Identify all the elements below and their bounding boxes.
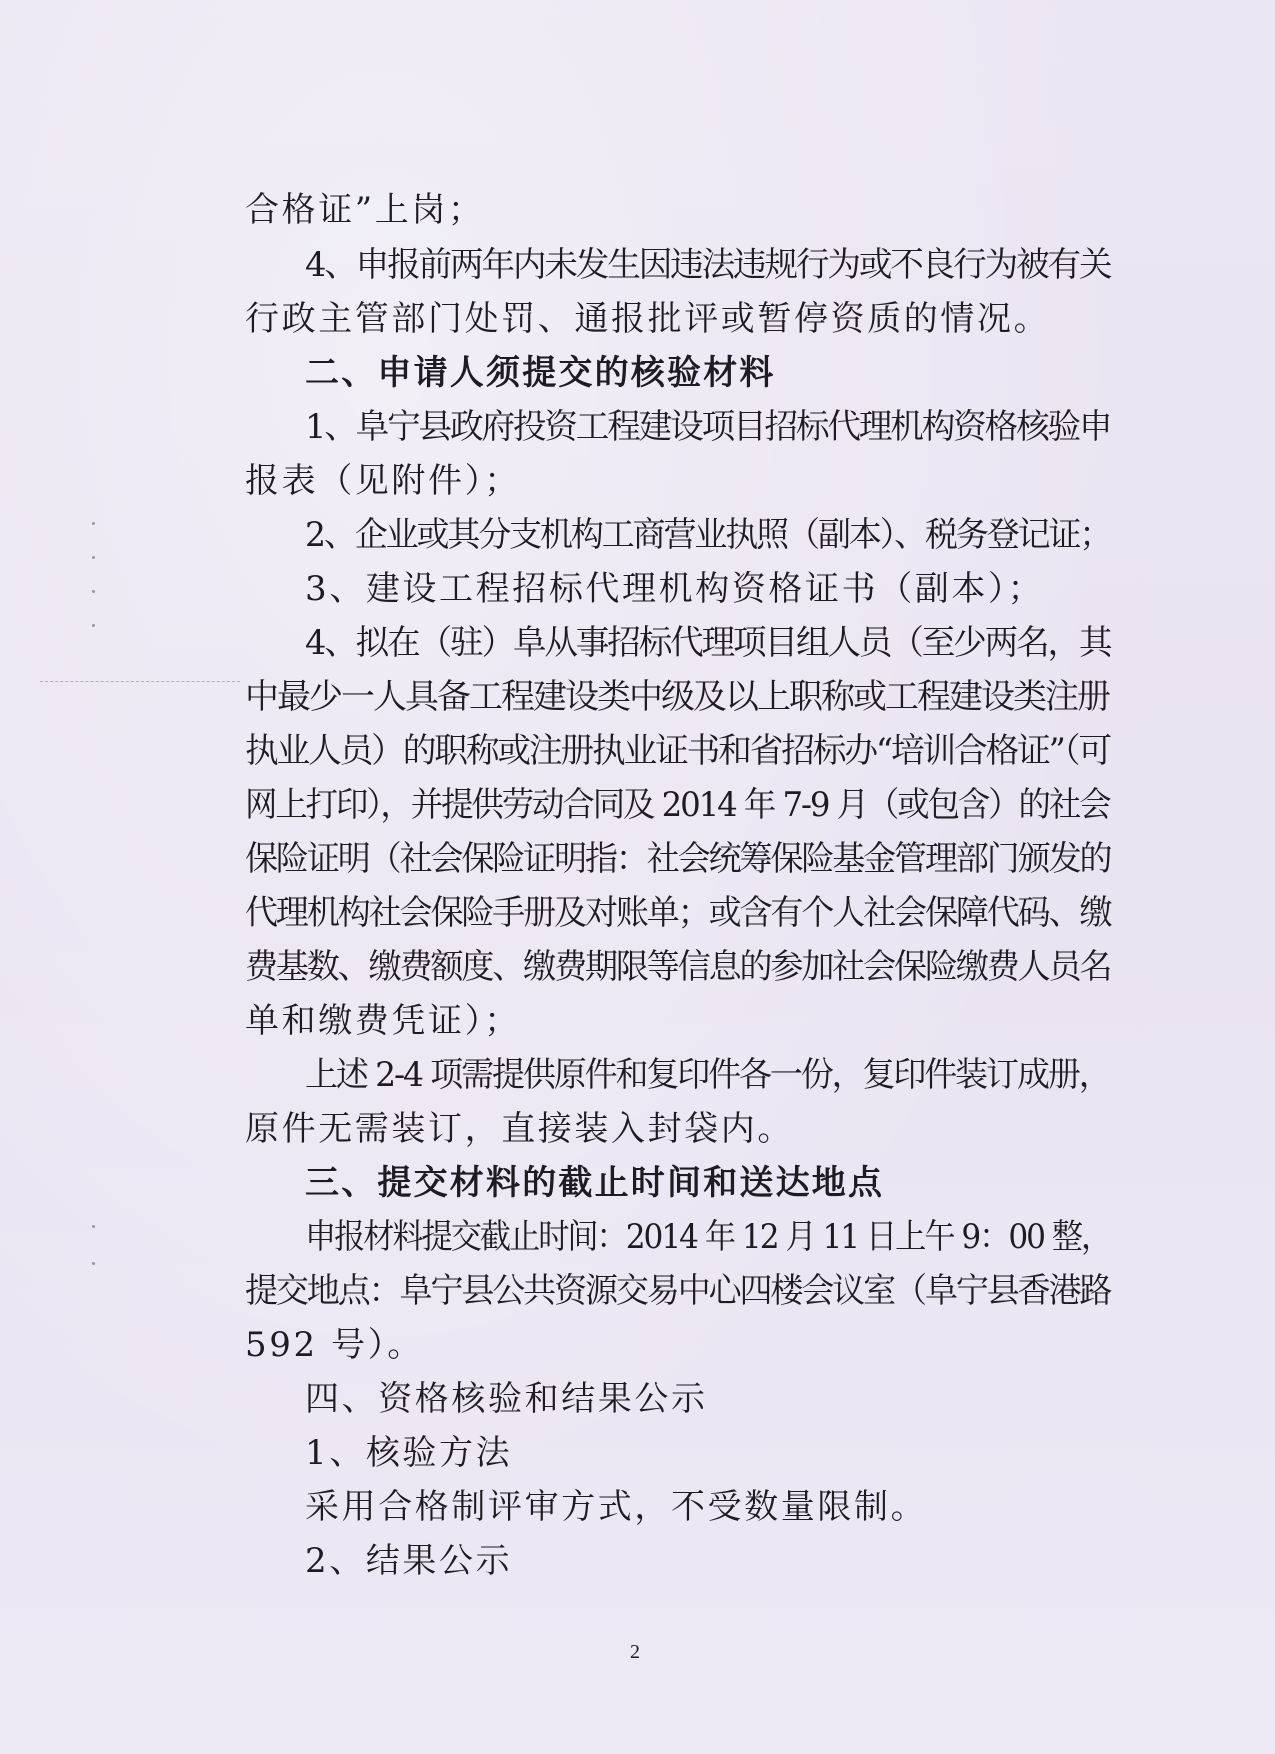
text-line: 上述 2-4 项需提供原件和复印件各一份，复印件装订成册， bbox=[305, 1055, 1110, 1095]
text-line: 行政主管部门处罚、通报批评或暂停资质的情况。 bbox=[245, 299, 1051, 339]
text-line: 2、结果公示 bbox=[305, 1541, 513, 1581]
text-line: 1、阜宁县政府投资工程建设项目招标代理机构资格核验申 bbox=[305, 407, 1111, 447]
binder-hole-mark bbox=[92, 556, 95, 559]
page-number: 2 bbox=[630, 1641, 640, 1663]
text-line: 提交地点：阜宁县公共资源交易中心四楼会议室（阜宁县香港路 bbox=[245, 1271, 1111, 1311]
text-line: 报表（见附件）； bbox=[245, 461, 521, 501]
text-line: 4、拟在（驻）阜从事招标代理项目组人员（至少两名，其 bbox=[305, 623, 1111, 663]
binder-hole-mark bbox=[92, 1225, 95, 1228]
binder-hole-mark bbox=[92, 590, 95, 593]
fold-mark bbox=[40, 681, 240, 682]
binder-hole-mark bbox=[92, 522, 95, 525]
text-line: 网上打印），并提供劳动合同及 2014 年 7-9 月（或包含）的社会 bbox=[245, 785, 1110, 825]
binder-hole-mark bbox=[92, 624, 95, 627]
text-line: 费基数、缴费额度、缴费期限等信息的参加社会保险缴费人员名 bbox=[245, 947, 1111, 987]
section-heading: 二、申请人须提交的核验材料 bbox=[305, 353, 776, 393]
text-line: 4、申报前两年内未发生因违法违规行为或不良行为被有关 bbox=[305, 245, 1111, 285]
text-line: 3、建设工程招标代理机构资格证书（副本）； bbox=[305, 569, 1045, 609]
text-line: 执业人员）的职称或注册执业证书和省招标办“培训合格证”（可 bbox=[245, 731, 1110, 771]
text-line: 四、资格核验和结果公示 bbox=[305, 1379, 708, 1419]
binder-hole-mark bbox=[92, 1262, 95, 1265]
text-line: 代理机构社会保险手册及对账单；或含有个人社会保障代码、缴 bbox=[245, 893, 1111, 933]
text-line: 申报材料提交截止时间：2014 年 12 月 11 日上午 9：00 整， bbox=[305, 1217, 1111, 1257]
text-line: 中最少一人具备工程建设类中级及以上职称或工程建设类注册 bbox=[245, 677, 1109, 717]
text-line: 2、企业或其分支机构工商营业执照（副本）、税务登记证； bbox=[305, 515, 1111, 555]
text-line: 采用合格制评审方式，不受数量限制。 bbox=[305, 1487, 928, 1527]
text-line: 592 号）。 bbox=[245, 1325, 424, 1365]
section-heading: 三、提交材料的截止时间和送达地点 bbox=[305, 1163, 885, 1203]
text-line: 保险证明（社会保险证明指：社会统筹保险基金管理部门颁发的 bbox=[245, 839, 1111, 879]
text-line: 单和缴费凭证）； bbox=[245, 1001, 521, 1041]
text-line: 1、核验方法 bbox=[305, 1433, 513, 1473]
text-line: 原件无需装订，直接装入封袋内。 bbox=[245, 1109, 794, 1149]
text-line: 合格证”上岗； bbox=[245, 190, 485, 230]
